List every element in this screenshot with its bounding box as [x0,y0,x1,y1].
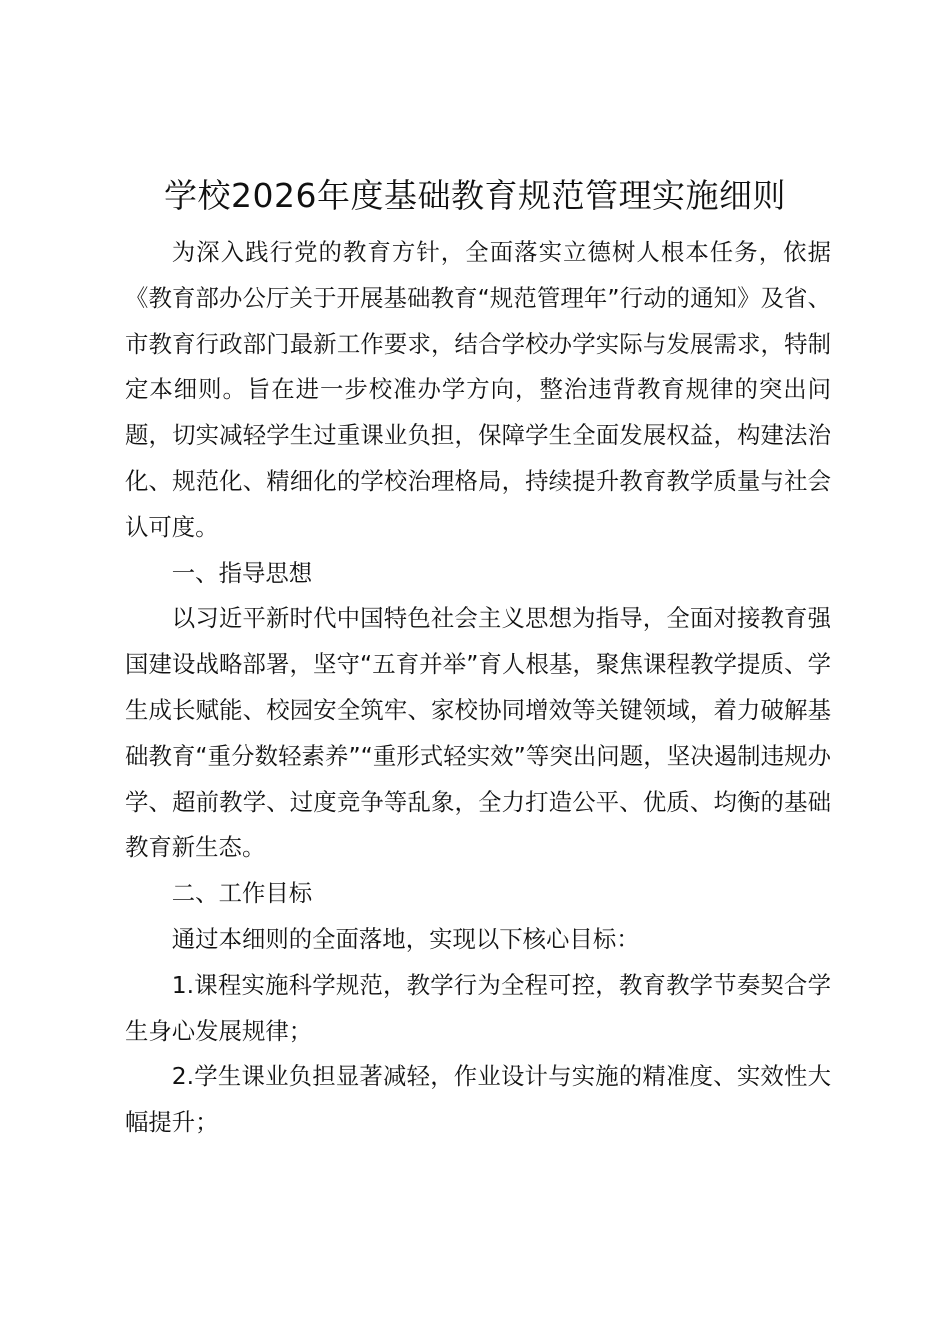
document-body [125,230,831,1146]
guiding-ideology-paragraph: 以习近平新时代中国特色社会主义思想为指导，全面对接教育强国建设战略部署，坚守“五育并举”育人根基，聚焦课程教学提质、学生成长赋能、校园安全筑牢、家校协同增效等关键领域，着力破解基础教育“重分数轻素养”“重形式轻实效”等突出问题，坚决遏制违规办学、超前教学、过度竞争等乱象，全力打造公平、优质、均衡的基础教育新生态。 [125,604,831,862]
section-heading-guiding-ideology: 一、指导思想 [171,558,313,587]
intro-paragraph: 为深入践行党的教育方针，全面落实立德树人根本任务，依据《教育部办公厅关于开展基础教育“规范管理年”行动的通知》及省、市教育行政部门最新工作要求，结合学校办学实际与发展需求，特制定本细则。旨在进一步校准办学方向，整治违背教育规律的突出问题，切实减轻学生过重课业负担，保障学生全面发展权益，构建法治化、规范化、精细化的学校治理格局，持续提升教育教学质量与社会认可度。 [125,238,831,541]
work-goals-intro: 通过本细则的全面落地，实现以下核心目标： [171,924,640,953]
document-title: 学校2026年度基础教育规范管理实施细则 [164,176,786,215]
section-heading-work-goals: 二、工作目标 [171,879,313,908]
goal-item-2: 2.学生课业负担显著减轻，作业设计与实施的精准度、实效性大幅提升； [125,1062,831,1137]
goal-item-1: 1.课程实施科学规范，教学行为全程可控，教育教学节奏契合学生身心发展规律； [125,970,831,1045]
